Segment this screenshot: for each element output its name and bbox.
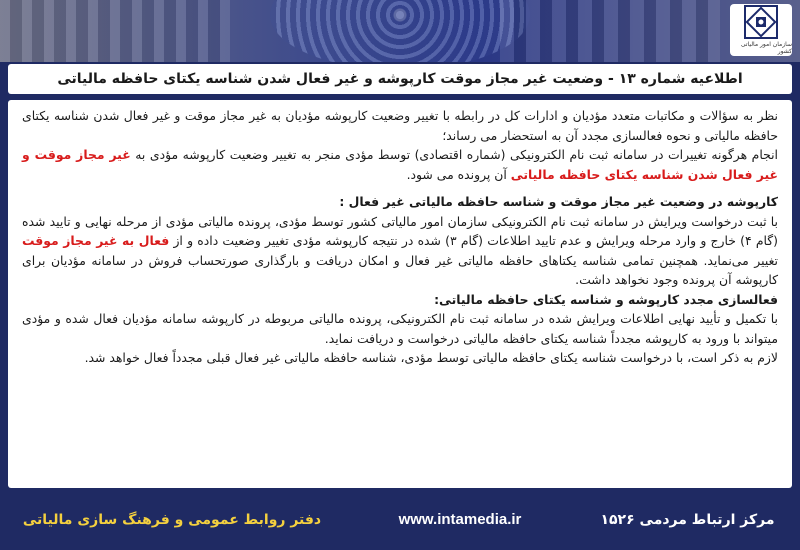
footer-department: دفتر روابط عمومی و فرهنگ سازی مالیاتی [22,512,322,528]
section-1-text-end: تغییر می‌نماید. همچنین تمامی شناسه یکتاهای حافظه مالیاتی غیر فعال و امکان دریافت و بارگذاری صورتحساب فروش در سامانه مؤدیان برای کارپوشه آن پرونده وجود نخواهد داشت. [22,252,778,287]
intro-paragraph-2 [22,145,778,184]
intro-text-end: آن پرونده می شود. [406,166,511,182]
section-2-heading: فعالسازی مجدد کارپوشه و شناسه یکتای حافظه مالیاتی: [434,291,778,307]
header-banner [0,0,800,62]
section-1-heading: کارپوشه در وضعیت غیر مجاز موقت و شناسه حافظه مالیاتی غیر فعال : [339,194,778,209]
footer [0,496,800,550]
intro-highlight: غیر مجاز موقت و غیر فعال شدن شناسه یکتای حافظه مالیاتی [22,147,778,182]
announcement-body [8,100,792,488]
logo-caption: سازمان امور مالیاتی کشور [740,41,792,55]
section-2-body: با تکمیل و تأیید نهایی اطلاعات ویرایش شده در سامانه ثبت نام الکترونیکی، پرونده مالیاتی مربوطه در کارپوشه سامانه مؤدیان فعال شده و مؤدی میتواند با ورود به کارپوشه مجدداً شناسه یکتای حافظه مالیاتی درخواست و دریافت نماید. [22,311,778,346]
footer-call-center: مرکز ارتباط مردمی ۱۵۲۶ [600,512,775,528]
section-1-highlight: فعال به غیر مجاز موقت [22,233,170,248]
intro-text-start: انجام هرگونه تغییرات در سامانه ثبت نام الکترونیکی (شماره اقتصادی) توسط مؤدی منجر به تغییر وضعیت کارپوشه مؤدی به [130,147,779,162]
tax-organization-logo-icon [744,5,778,39]
banner-ornament [270,0,530,62]
organization-logo [730,4,792,56]
banner-buildings-right [500,0,720,62]
intro-paragraph-1: نظر به سؤالات و مکاتبات متعدد مؤدیان و ادارات کل در رابطه با تغییر وضعیت کارپوشه مؤدیان به غیر مجاز موقت و غیر فعال شدن شناسه یکتای حافظه مالیاتی و نحوه فعالسازی مجدد آن به استحضار می رساند؛ [22,108,778,143]
footer-website-link[interactable]: www.intamedia.ir [398,511,522,528]
section-1-body [22,212,778,290]
announcement-title: اطلاعیه شماره ۱۳ - وضعیت غیر مجاز موقت کارپوشه و غیر فعال شدن شناسه یکتای حافظه مالیاتی [8,64,792,94]
banner-buildings-left [0,0,230,62]
section-2-note: لازم به ذکر است، با درخواست شناسه یکتای حافظه مالیاتی توسط مؤدی، شناسه حافظه مالیاتی غیر فعال قبلی مجدداً فعال خواهد شد. [84,350,778,365]
section-1-text-start: با ثبت درخواست ویرایش در سامانه ثبت نام الکترونیکی سازمان امور مالیاتی کشور توسط مؤدی، پرونده مالیاتی مؤدی از مرحله نهایی و تایید شده (گام ۴) خارج و وارد مرحله ویرایش و عدم تایید اطلاعات (گام ۳) شده در نتیجه کارپوشه مؤدی تغییر وضعیت داده و از [22,213,778,248]
